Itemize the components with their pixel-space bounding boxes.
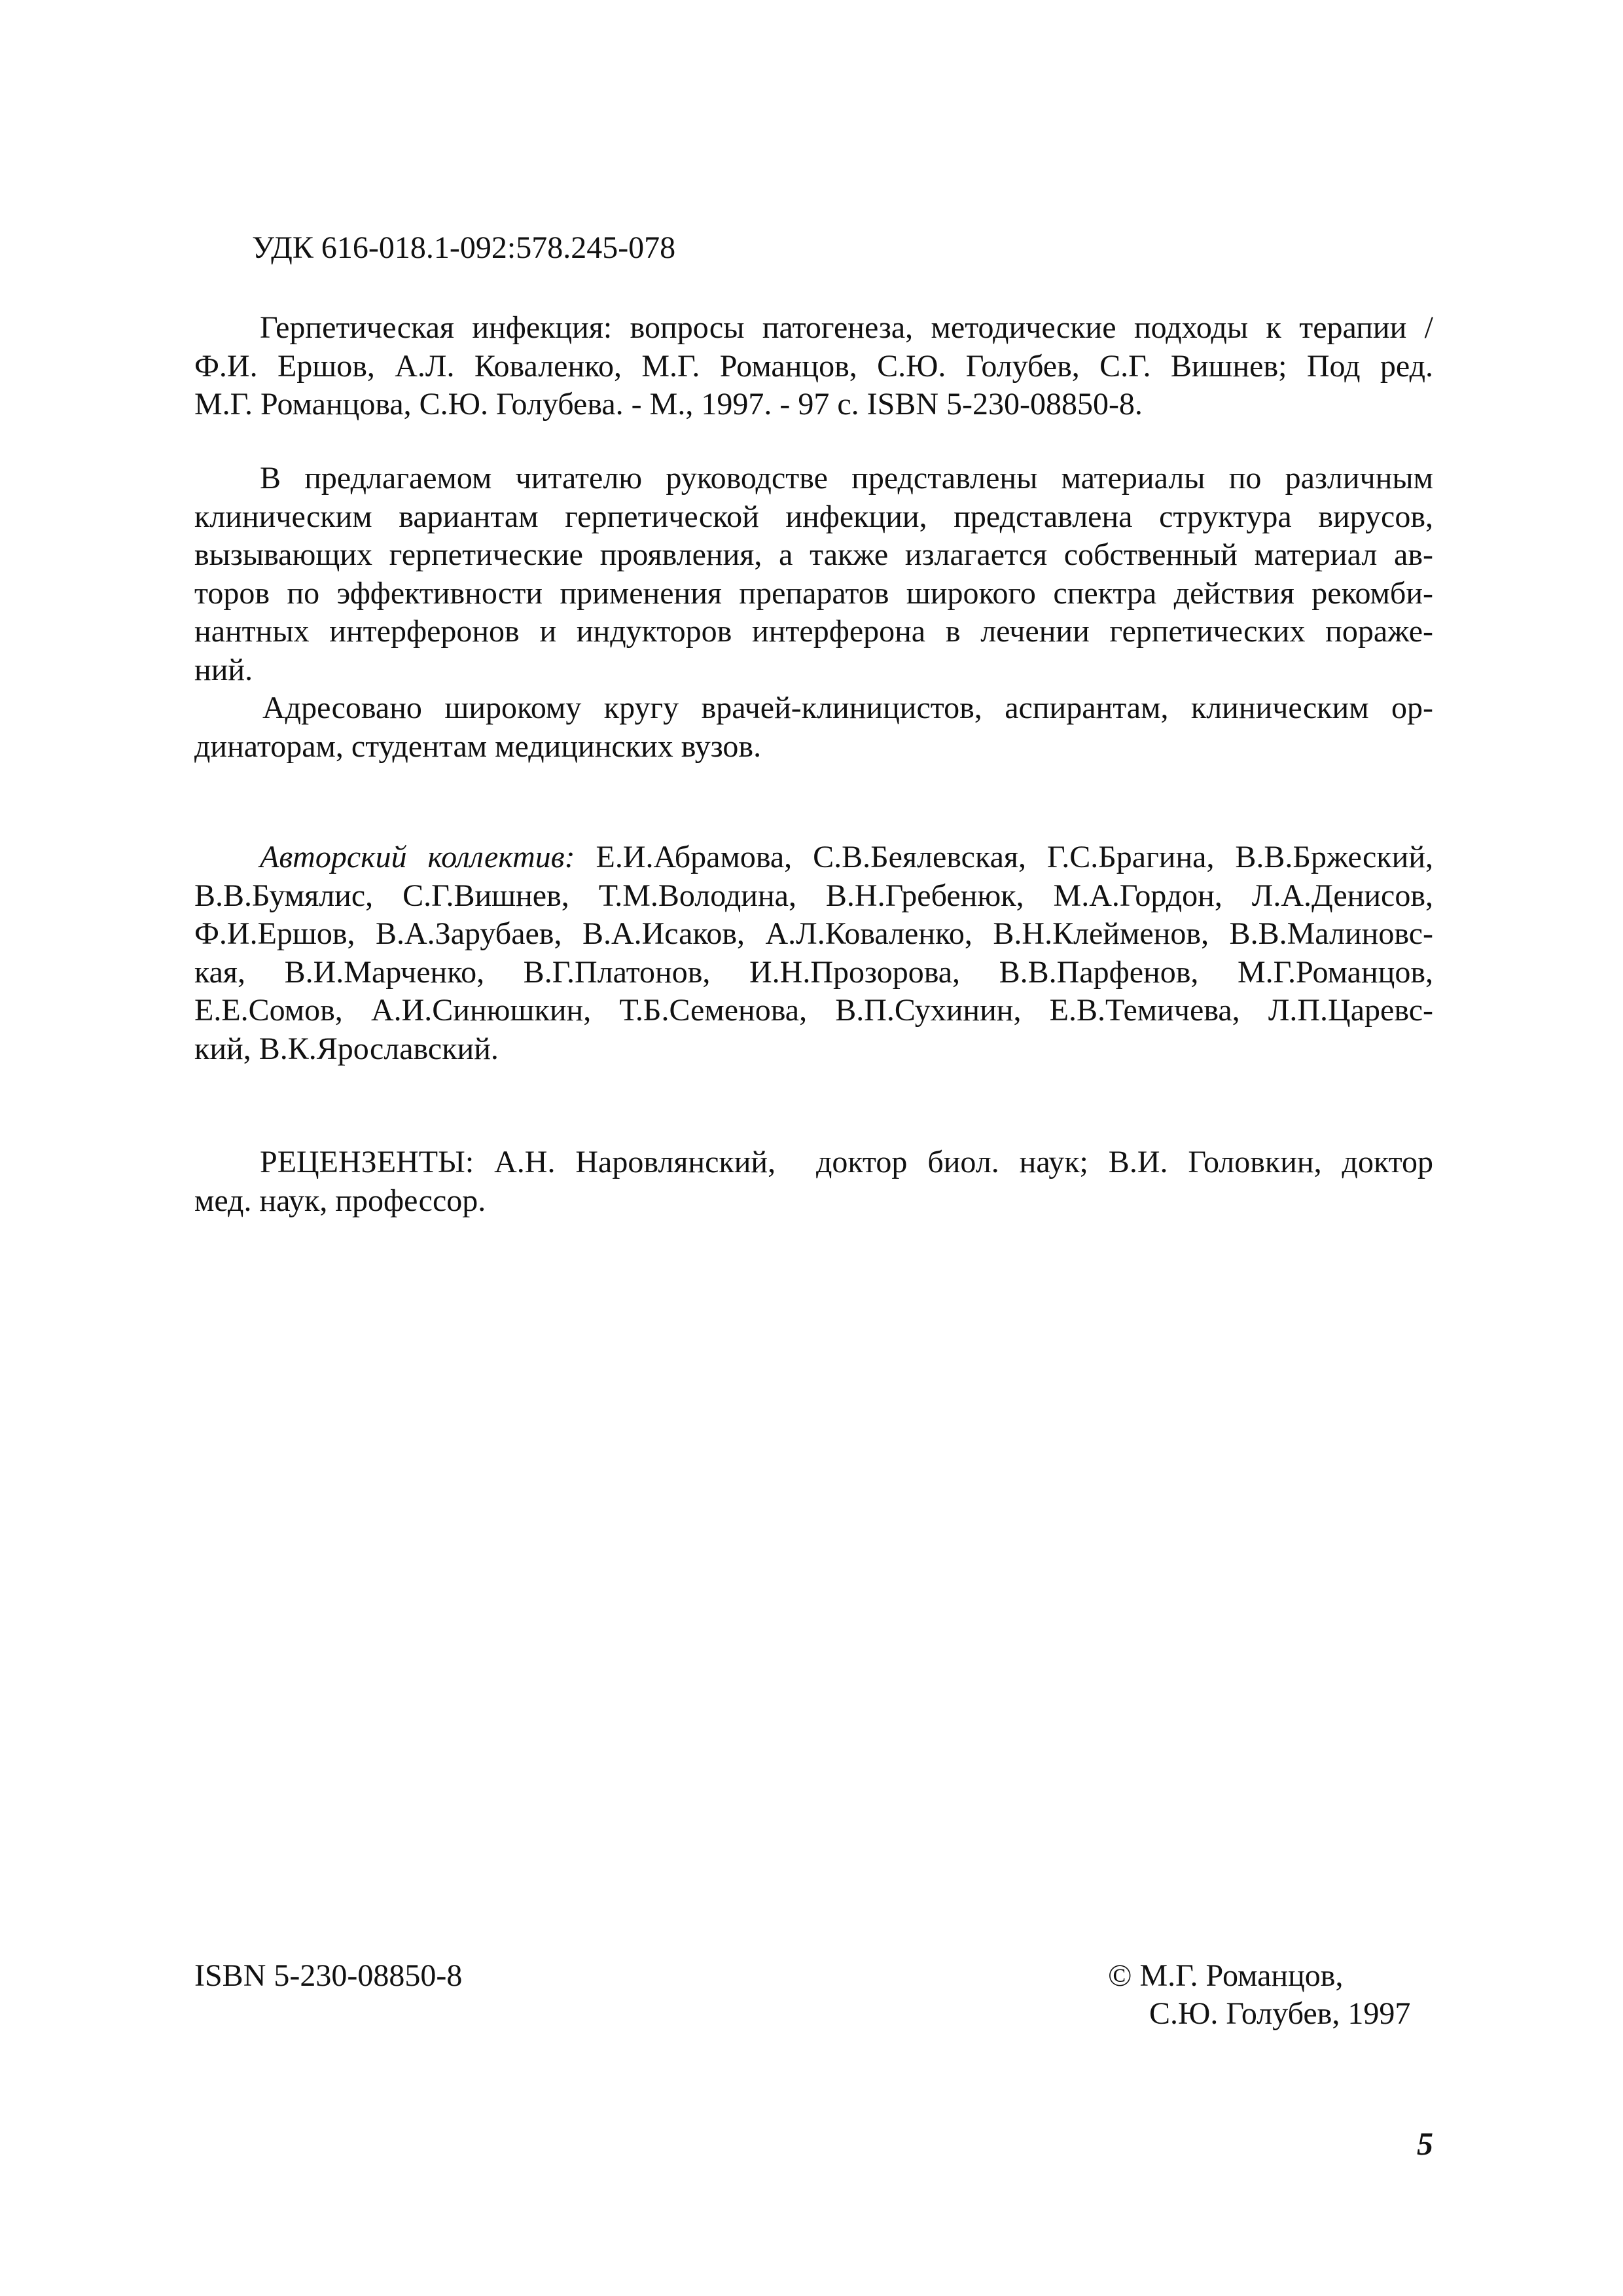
udk-text: УДК 616-018.1-092:578.245-078	[252, 230, 676, 265]
authors-line	[194, 838, 1433, 877]
annotation	[194, 459, 1433, 766]
authors-line: В.В.Бумялис, С.Г.Вишнев, Т.М.Володина, В.Н.Гребенюк, М.А.Гордон, Л.А.Денисов,	[194, 878, 1433, 913]
annotation-line: клиническим вариантам герпетической инфекции, представлена структура вирусов,	[194, 499, 1433, 534]
annotation-line: нантных интерферонов и индукторов интерферона в лечении герпетических пораже-	[194, 614, 1433, 649]
biblio-line: Герпетическая инфекция: вопросы патогенеза, методические подходы к терапии /	[260, 310, 1433, 345]
reviewers	[194, 1143, 1433, 1220]
authors-collective	[194, 838, 1433, 1068]
isbn-footer: ISBN 5-230-08850-8	[194, 1958, 463, 1993]
annotation-line: вызывающих герпетические проявления, а также излагается собственный материал ав-	[194, 537, 1433, 572]
biblio-line: Ф.И. Ершов, А.Л. Коваленко, М.Г. Романцов, С.Ю. Голубев, С.Г. Вишнев; Под ред.	[194, 348, 1433, 384]
page-number: 5	[1417, 2125, 1433, 2162]
reviewers-line: РЕЦЕНЗЕНТЫ: А.Н. Наровлянский, доктор биол. наук; В.И. Головкин, доктор	[260, 1145, 1433, 1179]
annotation-line: Адресовано широкому кругу врачей-клиницистов, аспирантам, клиническим ор-	[262, 691, 1433, 725]
annotation-line: торов по эффективности применения препаратов широкого спектра действия рекомби-	[194, 575, 1433, 611]
copyright-line: С.Ю. Голубев, 1997	[1149, 1996, 1411, 2031]
authors-label: Авторский коллектив:	[260, 840, 575, 874]
reviewers-line: мед. наук, профессор.	[194, 1183, 486, 1218]
annotation-line: В предлагаемом читателю руководстве представлены материалы по различным	[260, 461, 1433, 495]
copyright-notice	[1108, 1957, 1410, 2033]
authors-first-line: Е.И.Абрамова, С.В.Беялевская, Г.С.Брагина, В.В.Бржеский,	[575, 840, 1434, 874]
bibliographic-record	[194, 309, 1433, 424]
copyright-line: © М.Г. Романцов,	[1108, 1958, 1344, 1993]
biblio-line: М.Г. Романцова, С.Ю. Голубева. - М., 1997. - 97 с. ISBN 5-230-08850-8.	[194, 387, 1143, 422]
udk-code	[252, 229, 1433, 268]
authors-line: кая, В.И.Марченко, В.Г.Платонов, И.Н.Прозорова, В.В.Парфенов, М.Г.Романцов,	[194, 954, 1433, 990]
annotation-line: динаторам, студентам медицинских вузов.	[194, 728, 762, 764]
annotation-line: ний.	[194, 652, 253, 687]
authors-line: Е.Е.Сомов, А.И.Синюшкин, Т.Б.Семенова, В.П.Сухинин, Е.В.Темичева, Л.П.Царевс-	[194, 993, 1433, 1028]
authors-line: кий, В.К.Ярославский.	[194, 1031, 499, 1066]
authors-line: Ф.И.Ершов, В.А.Зарубаев, В.А.Исаков, А.Л.Коваленко, В.Н.Клейменов, В.В.Малиновс-	[194, 916, 1433, 951]
